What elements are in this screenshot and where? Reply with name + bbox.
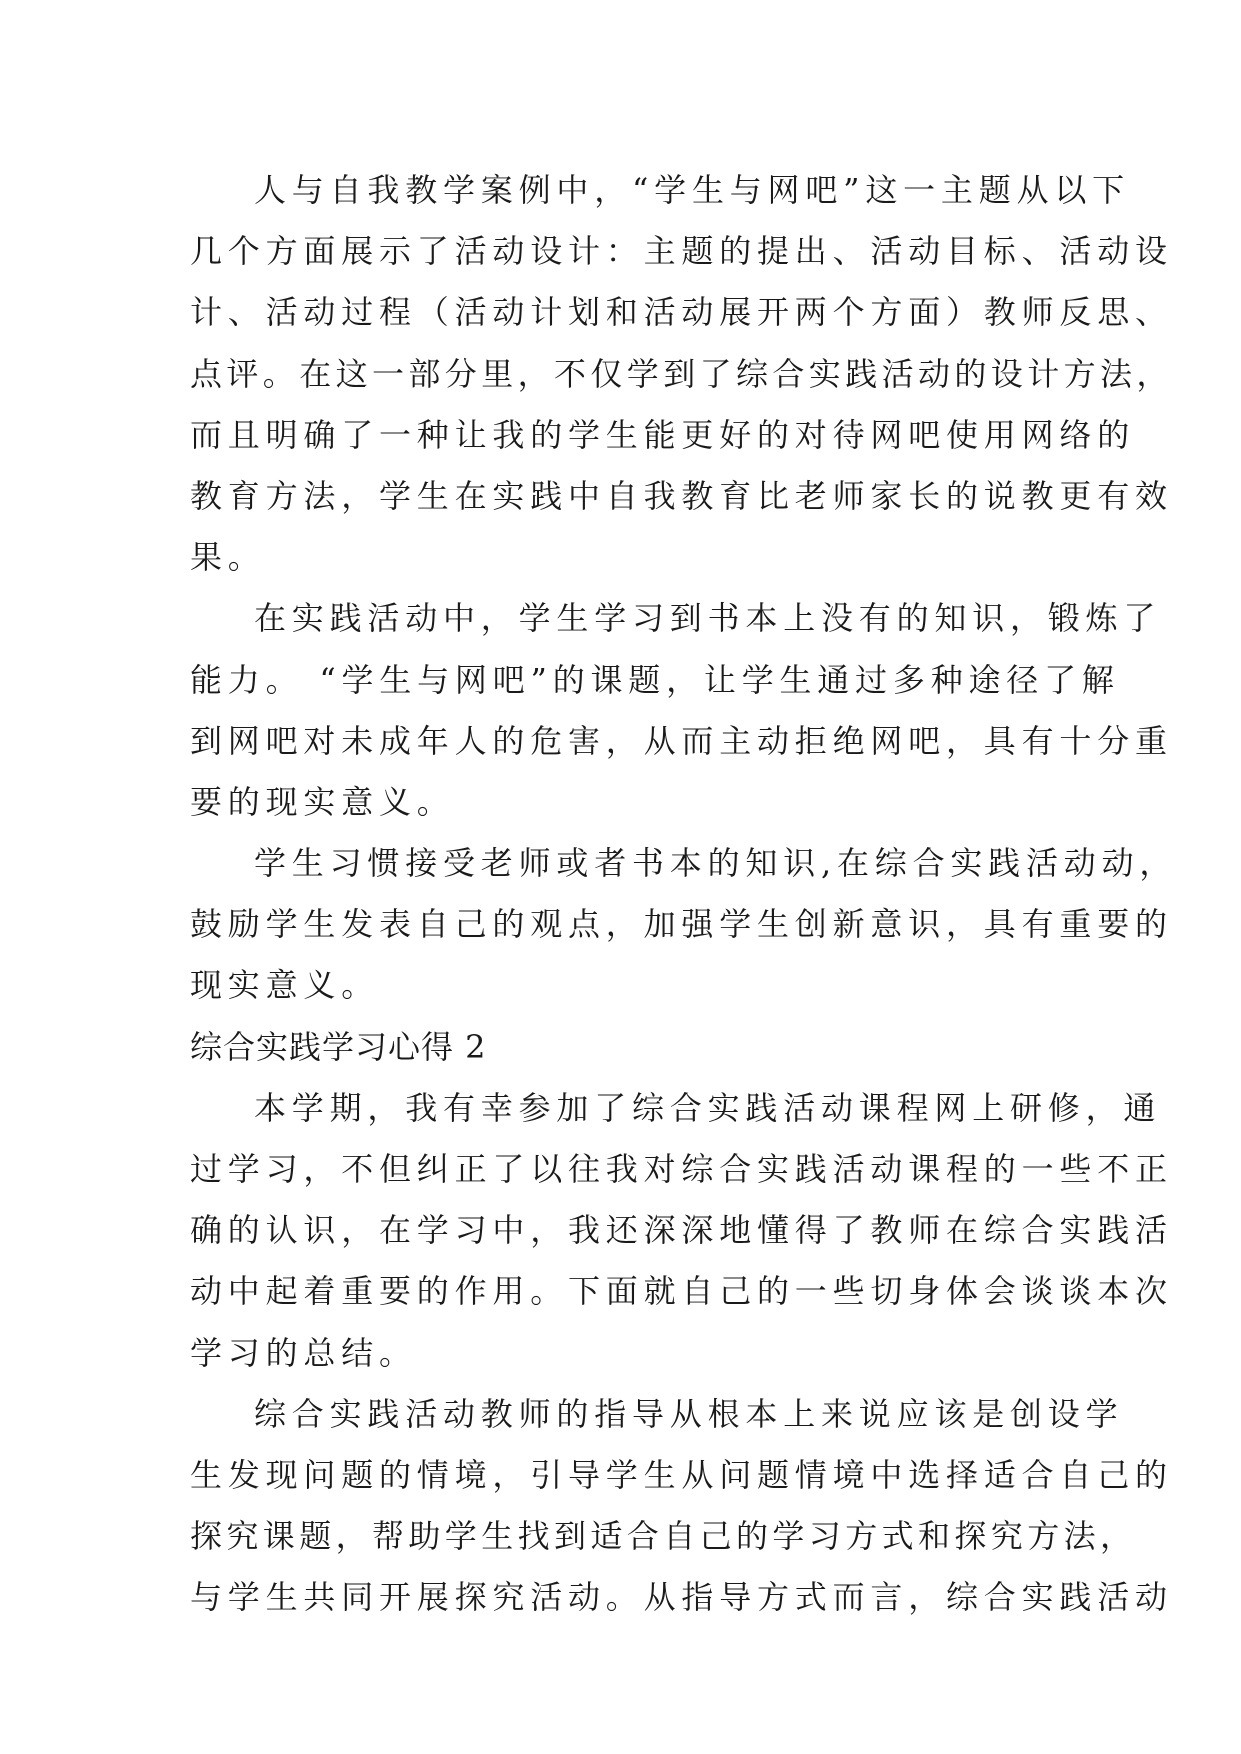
text-line-24: 与学生共同开展探究活动。从指导方式而言，综合实践活动 bbox=[190, 1578, 1173, 1617]
text-line-4: 点评。在这一部分里，不仅学到了综合实践活动的设计方法， bbox=[190, 354, 1173, 393]
text-line-6: 教育方法，学生在实践中自我教育比老师家长的说教更有效 bbox=[190, 476, 1173, 515]
text-line-9: 能力。 “学生与网吧”的课题，让学生通过多种途径了解 bbox=[190, 660, 1120, 699]
text-line-16: 本学期，我有幸参加了综合实践活动课程网上研修，通 bbox=[254, 1088, 1162, 1127]
document-body bbox=[190, 160, 1178, 1629]
text-line-18: 确的认识，在学习中，我还深深地懂得了教师在综合实践活 bbox=[190, 1211, 1173, 1250]
text-line-14: 现实意义。 bbox=[190, 966, 380, 1005]
text-line-11: 要的现实意义。 bbox=[190, 782, 455, 821]
section-heading: 综合实践学习心得 2 bbox=[190, 1027, 487, 1066]
text-line-19: 动中起着重要的作用。下面就自己的一些切身体会谈谈本次 bbox=[190, 1272, 1173, 1311]
text-line-21: 综合实践活动教师的指导从根本上来说应该是创设学 bbox=[254, 1394, 1124, 1433]
text-line-22: 生发现问题的情境，引导学生从问题情境中选择适合自己的 bbox=[190, 1455, 1173, 1494]
text-line-3: 计、活动过程（活动计划和活动展开两个方面）教师反思、 bbox=[190, 293, 1173, 332]
text-line-7: 果。 bbox=[190, 538, 266, 577]
text-line-20: 学习的总结。 bbox=[190, 1333, 417, 1372]
text-line-13: 鼓励学生发表自己的观点，加强学生创新意识，具有重要的 bbox=[190, 905, 1173, 944]
text-line-12: 学生习惯接受老师或者书本的知识,在综合实践活动动， bbox=[254, 844, 1178, 883]
text-line-2: 几个方面展示了活动设计：主题的提出、活动目标、活动设 bbox=[190, 232, 1173, 271]
text-line-23: 探究课题，帮助学生找到适合自己的学习方式和探究方法， bbox=[190, 1517, 1137, 1556]
text-line-1: 人与自我教学案例中，“学生与网吧”这一主题从以下 bbox=[254, 171, 1130, 209]
text-line-10: 到网吧对未成年人的危害，从而主动拒绝网吧，具有十分重 bbox=[190, 721, 1173, 760]
text-line-17: 过学习，不但纠正了以往我对综合实践活动课程的一些不正 bbox=[190, 1150, 1173, 1188]
text-line-5: 而且明确了一种让我的学生能更好的对待网吧使用网络的 bbox=[190, 415, 1136, 454]
text-line-8: 在实践活动中，学生学习到书本上没有的知识，锻炼了 bbox=[254, 599, 1162, 638]
